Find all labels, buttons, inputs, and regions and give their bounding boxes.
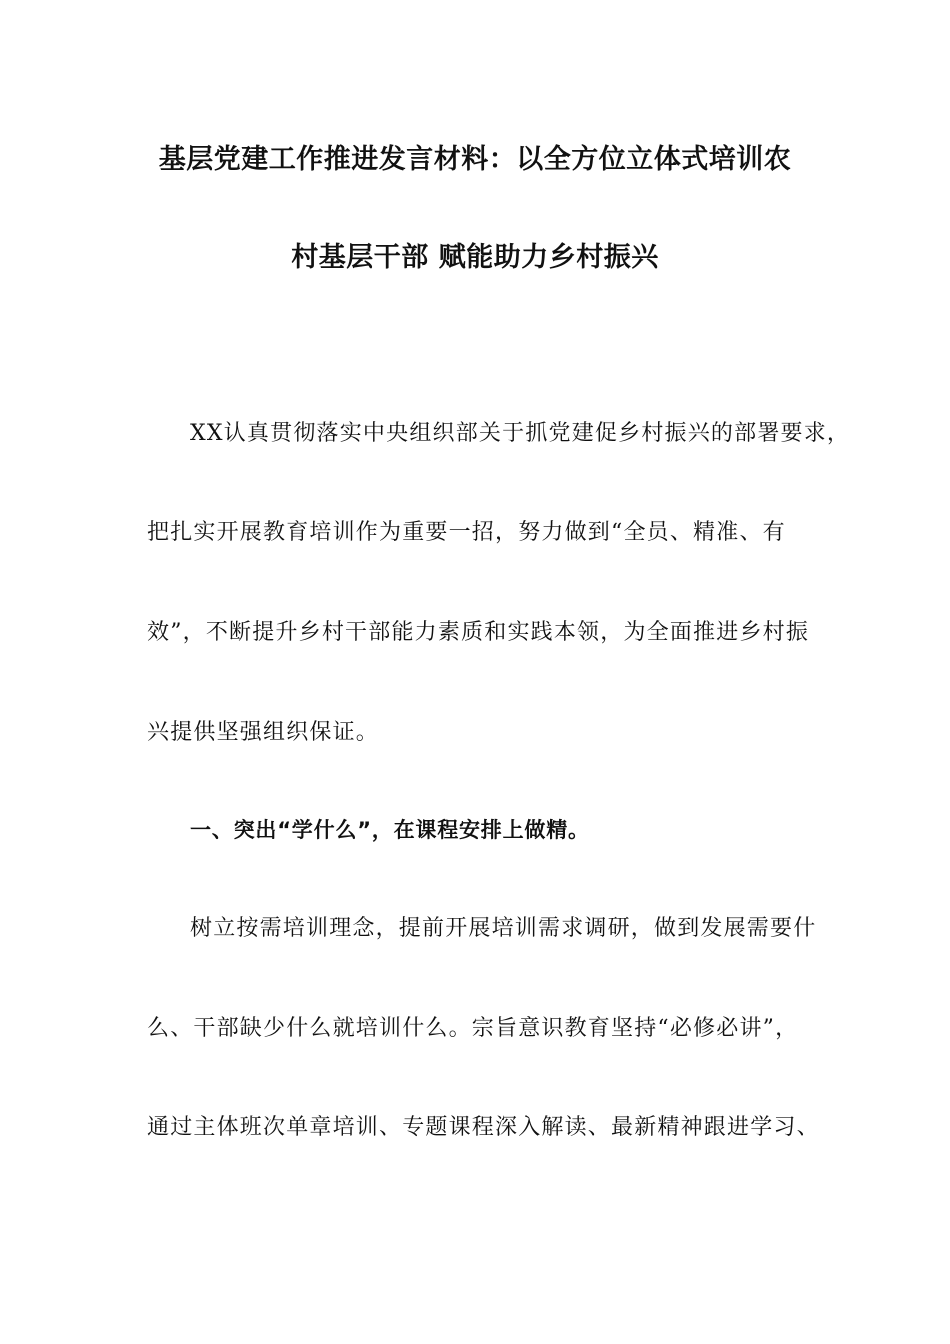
section-1-line-2: 么、干部缺少什么就培训什么。宗旨意识教育坚持“必修必讲”， xyxy=(147,1016,799,1041)
document-title-line-1: 基层党建工作推进发言材料：以全方位立体式培训农 xyxy=(158,144,792,175)
section-1-heading: 一、突出“学什么”，在课程安排上做精。 xyxy=(190,818,590,842)
intro-line-1: XX认真贯彻落实中央组织部关于抓党建促乡村振兴的部署要求， xyxy=(190,421,851,446)
section-1-line-3: 通过主体班次单章培训、专题课程深入解读、最新精神跟进学习、 xyxy=(147,1115,820,1140)
intro-line-2: 把扎实开展教育培训作为重要一招，努力做到“全员、精准、有 xyxy=(147,520,786,545)
section-1-line-1: 树立按需培训理念，提前开展培训需求调研，做到发展需要什 xyxy=(190,916,817,941)
intro-line-4: 兴提供坚强组织保证。 xyxy=(147,720,380,745)
document-title-line-2: 村基层干部 赋能助力乡村振兴 xyxy=(291,242,659,273)
intro-line-3: 效”，不断提升乡村干部能力素质和实践本领，为全面推进乡村振 xyxy=(147,620,810,645)
